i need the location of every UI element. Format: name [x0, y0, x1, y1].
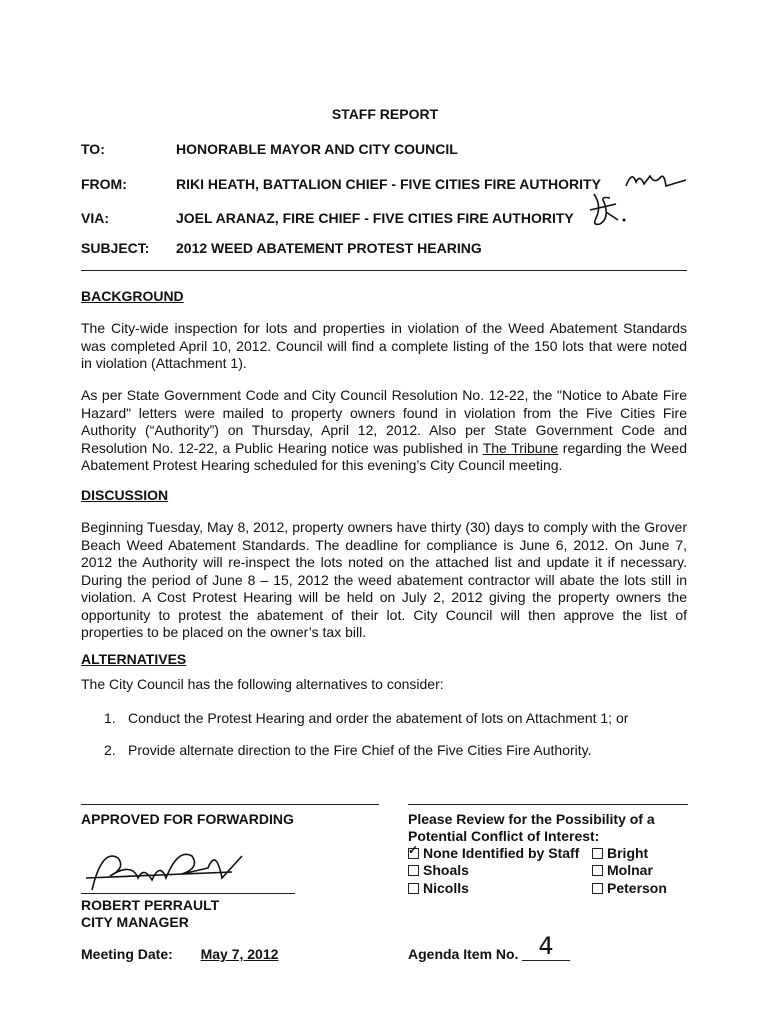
meeting-date-label: Meeting Date:: [81, 946, 173, 962]
signature-line: [81, 893, 295, 894]
publication-name: The Tribune: [482, 439, 559, 456]
checkbox-label: Shoals: [423, 862, 469, 878]
subject-value: 2012 WEED ABATEMENT PROTEST HEARING: [176, 240, 482, 256]
footer-divider-right: [408, 804, 688, 805]
from-value: RIKI HEATH, BATTALION CHIEF - FIVE CITIES FIRE AUTHORITY: [176, 176, 601, 192]
paragraph-text: regarding the Weed Abatement Protest Hearing scheduled for this evening’s City Council meeting.: [81, 439, 687, 473]
discussion-paragraph: Beginning Tuesday, May 8, 2012, property owners have thirty (30) days to comply with the Grover Beach Weed Abatement Standards. The deadline for compliance is June 6, 2012. On June 7, 2012 the Authority will re-inspect the lots noted on the attached list and update it if necessary. During the period of June 8 – 15, 2012 the weed abatement contractor will abate the lots still in violation. A Cost Protest Hearing will be held on July 2, 2012 giving the property owners the opportunity to protest the abatement of their lot. City Council will then approve the list of properties to be placed on the owner’s tax bill.: [81, 519, 687, 640]
to-value: HONORABLE MAYOR AND CITY COUNCIL: [176, 141, 458, 157]
header-divider: [81, 270, 687, 271]
background-paragraph-1: The City-wide inspection for lots and properties in violation of the Weed Abatement Standards was completed April 10, 2012. Council will find a complete listing of the 150 lots that were noted in violation (Attachment 1).: [81, 320, 687, 371]
checkbox-label: Bright: [607, 845, 649, 861]
checkbox-molnar[interactable]: [592, 862, 653, 878]
checkbox-peterson[interactable]: [592, 880, 667, 896]
approved-label: APPROVED FOR FORWARDING: [81, 811, 294, 827]
checkbox-label: Peterson: [607, 880, 667, 896]
background-heading: BACKGROUND: [81, 288, 184, 304]
via-value: JOEL ARANAZ, FIRE CHIEF - FIVE CITIES FIRE AUTHORITY: [176, 210, 574, 226]
via-label: VIA:: [81, 210, 109, 226]
checkbox-bright[interactable]: [592, 845, 648, 861]
agenda-item-label: Agenda Item No.: [408, 946, 519, 962]
checkbox-icon[interactable]: [592, 865, 603, 876]
manager-name: ROBERT PERRAULT: [81, 897, 220, 913]
checkbox-label: None Identified by Staff: [423, 845, 580, 861]
report-title: STAFF REPORT: [331, 106, 439, 122]
paragraph-text: As per State Government Code and City Council Resolution No. 12-22, the "Notice to Abate Fire Hazard" letters were mailed to property owners found in violation from the Five Cities Fire Authority (“Authority”) on Thursday, April 12, 2012. Also per State Government Code and Resolution No. 12-22, a Public Hearing notice was published in: [81, 387, 687, 456]
initials-signature-via: [584, 190, 634, 230]
checkbox-icon[interactable]: [592, 848, 603, 859]
from-label: FROM:: [81, 176, 127, 192]
alternative-item-1: [104, 710, 684, 726]
checkbox-none-identified[interactable]: [408, 845, 579, 861]
checkbox-icon[interactable]: [408, 865, 419, 876]
manager-signature: [82, 838, 262, 898]
agenda-item-value: 4: [522, 932, 570, 961]
checkbox-icon[interactable]: [408, 883, 419, 894]
footer-divider-left: [81, 804, 379, 805]
conflict-review-line-1: Please Review for the Possibility of a: [408, 811, 655, 827]
item-text: Conduct the Protest Hearing and order the abatement of lots on Attachment 1; or: [128, 710, 629, 726]
checkbox-label: Molnar: [607, 862, 653, 878]
subject-label: SUBJECT:: [81, 240, 150, 256]
item-text: Provide alternate direction to the Fire Chief of the Five Cities Fire Authority.: [128, 742, 592, 758]
checkbox-icon[interactable]: [592, 883, 603, 894]
item-number: 2.: [104, 742, 116, 758]
alternatives-intro: The City Council has the following alternatives to consider:: [81, 676, 444, 692]
checkbox-shoals[interactable]: [408, 862, 469, 878]
checkbox-label: Nicolls: [423, 880, 469, 896]
conflict-review-line-2: Potential Conflict of Interest:: [408, 828, 600, 844]
background-paragraph-2: [81, 387, 687, 475]
meeting-date-value: May 7, 2012: [200, 946, 279, 962]
checkbox-checked-icon[interactable]: [408, 848, 419, 859]
item-number: 1.: [104, 710, 116, 726]
discussion-heading: DISCUSSION: [81, 487, 169, 503]
to-label: TO:: [81, 141, 105, 157]
manager-title: CITY MANAGER: [81, 914, 189, 930]
alternative-item-2: [104, 742, 684, 758]
alternatives-heading: ALTERNATIVES: [81, 651, 187, 667]
checkbox-nicolls[interactable]: [408, 880, 469, 896]
